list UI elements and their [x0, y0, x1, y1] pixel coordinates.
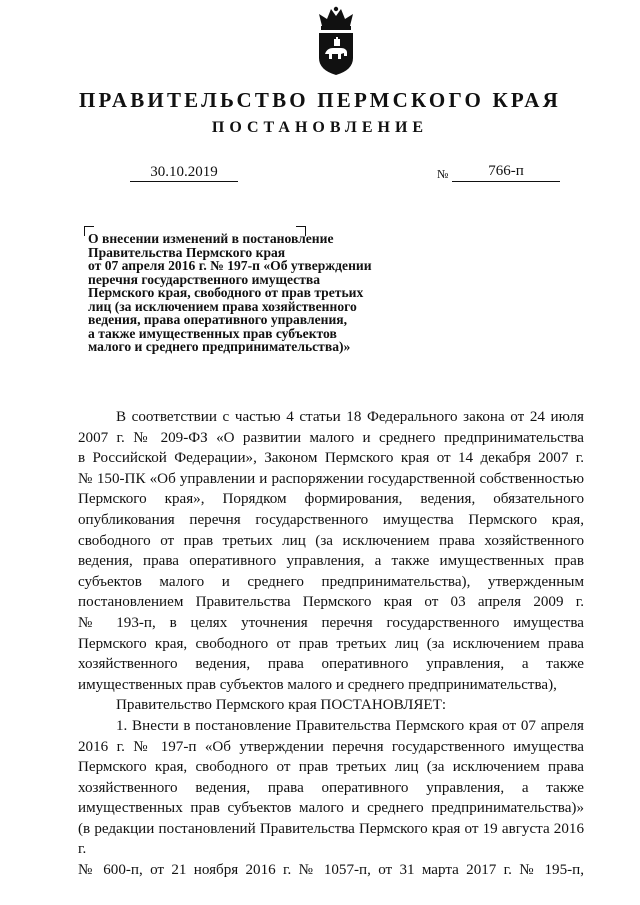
- subject-line: малого и среднего предпринимательства)»: [88, 339, 351, 354]
- body-line: (в редакции постановлений Правительства Пермского края от 19 августа 2016 г.: [78, 820, 584, 858]
- body-line: в Российской Федерации», Законом Пермского края от 14 декабря 2007 г.: [78, 450, 584, 467]
- body-line: № 150-ПК «Об управлении и распоряжении государственной собственностью: [78, 470, 584, 487]
- body-line: постановлением Правительства Пермского края от 03 апреля 2009 г.: [78, 594, 584, 611]
- body-line: № 600-п, от 21 ноября 2016 г. № 1057-п, от 31 марта 2017 г. № 195-п,: [78, 862, 584, 879]
- body-line: опубликования перечня государственного имущества Пермского края,: [78, 511, 584, 528]
- document-subject: [88, 232, 418, 354]
- subject-line: от 07 апреля 2016 г. № 197-п «Об утверждении: [88, 258, 372, 273]
- perm-krai-coat-of-arms-icon: [313, 6, 359, 76]
- body-line: хозяйственного ведения, права оперативного управления, а также: [78, 656, 584, 673]
- body-line: 2016 г. № 197-п «Об утверждении перечня государственного имущества: [78, 738, 584, 755]
- body-line: имущественных прав субъектов малого и среднего предпринимательства),: [78, 676, 557, 693]
- body-line: № 193-п, в целях уточнения перечня государственного имущества: [78, 614, 584, 631]
- subject-line: а также имущественных прав субъектов: [88, 325, 337, 341]
- body-line: Пермского края», Порядком формирования, ведения, обязательного: [78, 491, 584, 508]
- government-title: ПРАВИТЕЛЬСТВО ПЕРМСКОГО КРАЯ: [78, 88, 561, 112]
- body-line: ведения, права оперативного управления, а также имущественных прав: [78, 553, 584, 570]
- document-body: [78, 407, 584, 881]
- resolves-line: Правительство Пермского края ПОСТАНОВЛЯЕТ:: [116, 697, 447, 714]
- subject-line: перечня государственного имущества: [88, 271, 321, 287]
- body-line: Пермского края, свободного от прав третьих лиц (за исключением права: [78, 759, 584, 776]
- subject-line: Правительства Пермского края: [88, 244, 286, 260]
- body-line: В соответствии с частью 4 статьи 18 Федерального закона от 24 июля: [116, 409, 584, 425]
- subject-line: Пермского края, свободного от прав третьих: [88, 285, 364, 300]
- subject-line: О внесении изменений в постановление: [88, 231, 334, 246]
- subject-line: лиц (за исключением права хозяйственного: [88, 298, 357, 314]
- document-number: 766-п: [452, 161, 560, 182]
- number-sign: №: [437, 167, 449, 181]
- document-type: ПОСТАНОВЛЕНИЕ: [211, 119, 429, 136]
- document-date: 30.10.2019: [130, 163, 238, 182]
- body-line: 1. Внести в постановление Правительства Пермского края от 07 апреля: [116, 717, 584, 734]
- body-line: хозяйственного ведения, права оперативного управления, а также: [78, 779, 584, 796]
- body-line: субъектов малого и среднего предпринимательства), утвержденным: [78, 573, 584, 590]
- body-line: имущественных прав субъектов малого и среднего предпринимательства)»: [78, 800, 584, 817]
- body-line: Пермского края, свободного от прав третьих лиц (за исключением права: [78, 635, 584, 652]
- body-line: свободного от прав третьих лиц (за исключением права хозяйственного: [78, 532, 584, 549]
- subject-line: ведения, права оперативного управления,: [88, 312, 348, 327]
- body-line: 2007 г. № 209-ФЗ «О развитии малого и среднего предпринимательства: [78, 429, 584, 446]
